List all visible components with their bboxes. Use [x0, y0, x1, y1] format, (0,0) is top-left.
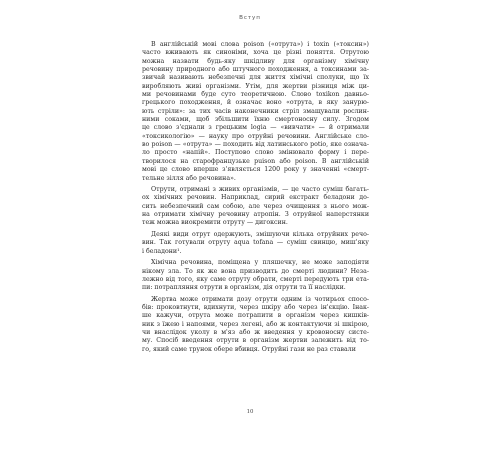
text-line: пи: потрапляння отрути в організм, дія отрути та її наслідки.: [142, 284, 346, 292]
text-line: часто вживають як синоніми, хоча це різні поняття. Отрутою: [142, 49, 369, 57]
text-line: «токсикологію» — науку про отруйні речовини. Англійське сло-: [142, 132, 369, 140]
running-head: Вступ: [239, 15, 261, 21]
text-line: вин. Так готували отруту aqua tofana — суміш свинцю, миш'яку: [142, 239, 369, 247]
text-line: лежно від того, яку саме отруту обрати, смерті передують три ета-: [142, 275, 369, 283]
text-line: Отрути, отримані з живих організмів, — це часто суміш багать-: [151, 186, 369, 194]
paragraph: [142, 296, 369, 354]
text-line: тельне зілля або речовина».: [142, 174, 236, 182]
text-line: го, який саме трунок обере вбивця. Отруйні гази не раз ставали: [142, 345, 356, 353]
text-line: нікому зла. То як же вона призводить до смерті людини? Неза-: [142, 267, 369, 275]
text-line: ють стріли»: за тих часів наконечники стріл змащували рослин-: [142, 107, 369, 115]
text-line: ло просто «напій». Поступово слово змінювало форму і пере-: [142, 149, 369, 157]
text-line: Деякі види отрут одержують, змішуючи кілька отруйних речо-: [151, 230, 369, 238]
text-line: мові це слово вперше з'являється 1200 року у значенні «смерт-: [142, 166, 369, 174]
page-number: 10: [246, 409, 254, 415]
text-line: му. Спосіб введення отрути в організм жертви залежить від то-: [142, 337, 369, 345]
text-line: можна назвати будь-яку шкідливу для організму хімічну: [142, 57, 369, 65]
paragraph: [142, 186, 369, 228]
text-line: грецького походження, й означає воно «отрута, в яку занурю-: [142, 99, 369, 107]
text-line: Жертва може отримати дозу отрути одним із чотирьох спосо-: [151, 295, 369, 303]
text-line: ними соками, щоб збільшити їхню смертоносну силу. Згодом: [142, 116, 369, 124]
body-text: [142, 41, 369, 357]
text-line: ми речовинами буде суто теоретичною. Слово toxikon давньо-: [142, 91, 369, 99]
paragraph: [142, 231, 369, 256]
text-line: звичай називають небезпечні для життя хімічні сполуки, що їх: [142, 74, 369, 82]
text-line: на отримати хімічну речовину атропін. З отруйної наперстянки: [142, 211, 369, 219]
text-line: творилося на старофранцузьке puison або poison. В англійській: [142, 157, 369, 165]
text-line: речовину природного або штучного походження, а токсинами за-: [142, 66, 369, 74]
paragraph: [142, 259, 369, 292]
text-line: виробляють живі організми. Утім, для жертви різниця між ци-: [142, 82, 369, 90]
text-line: ник з їжею і напоями, через легені, або ж контактуючи зі шкірою,: [142, 320, 369, 328]
text-line: теж можна виокремити отруту — дигоксин.: [142, 219, 288, 227]
text-line: це слово з'єднали з грецьким logia — «вивчати» — й отримали: [142, 124, 369, 132]
text-line: чи внаслідок уколу в м'яз або ж введення у кровоносну систе-: [142, 329, 369, 337]
text-line: і беладони¹.: [142, 247, 182, 255]
text-line: Хімічна речовина, поміщена у пляшечку, не може заподіяти: [151, 259, 369, 267]
text-line: В англійській мові слова poison («отрута») і toxin («токсин»): [151, 41, 369, 48]
text-line: ох хімічних речовин. Наприклад, сирий екстракт беладони до-: [142, 194, 369, 202]
text-line: ше кажучи, отрута може потрапити в організм через кишків-: [142, 312, 369, 320]
text-line: бів: проковтнути, вдихнути, через шкіру або через ін'єкцію. Інак-: [142, 304, 369, 312]
text-line: во poison — «отрута» — походить від латинського potio, яке означа-: [142, 141, 369, 149]
text-line: сить небезпечний сам собою, але через очищення з нього мож-: [142, 202, 369, 210]
paragraph: [142, 41, 369, 183]
